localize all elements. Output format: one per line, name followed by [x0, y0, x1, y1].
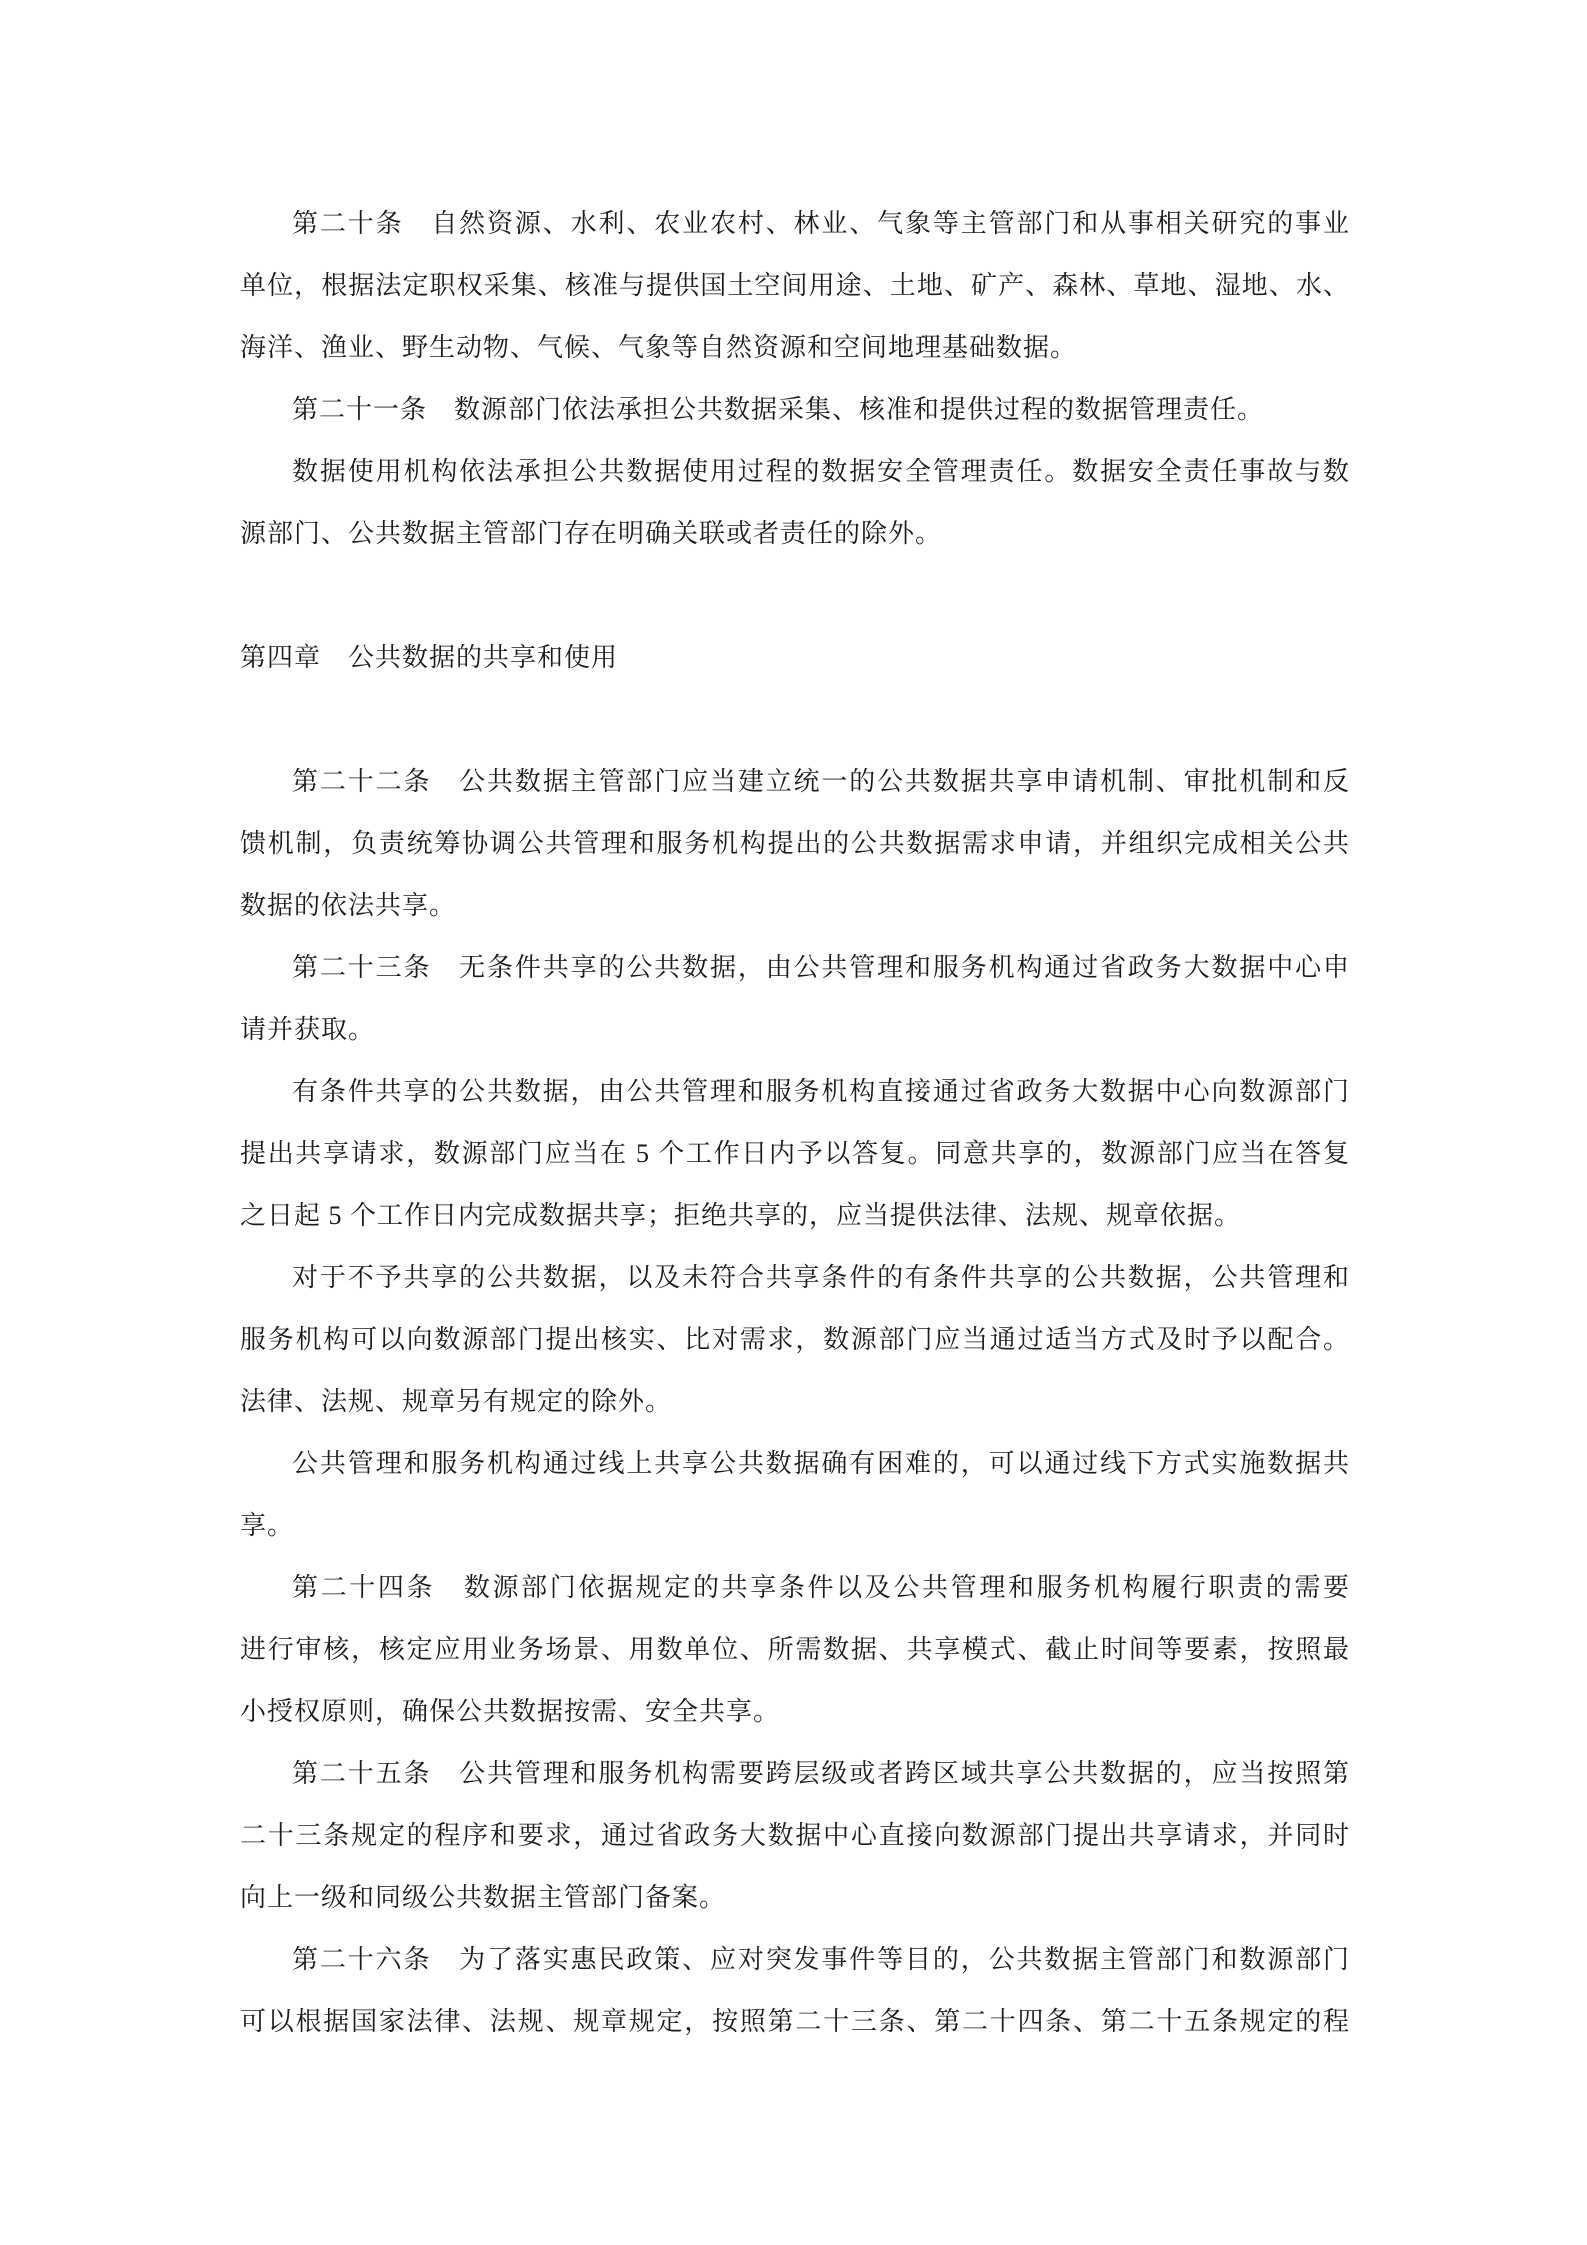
text-line: 之日起 5 个工作日内完成数据共享；拒绝共享的，应当提供法律、法规、规章依据。	[240, 1201, 1242, 1230]
para-article-20	[240, 193, 1350, 379]
document-text-block	[240, 193, 1350, 2053]
text-line: 海洋、渔业、野生动物、气候、气象等自然资源和空间地理基础数据。	[240, 333, 1078, 362]
text-line: 请并获取。	[240, 1015, 376, 1044]
text-line: 法律、法规、规章另有规定的除外。	[240, 1387, 673, 1416]
para-article-23-clause-2	[240, 1061, 1350, 1247]
text-line: 数据使用机构依法承担公共数据使用过程的数据安全管理责任。数据安全责任事故与数	[292, 457, 1350, 486]
text-line: 公共管理和服务机构通过线上共享公共数据确有困难的，可以通过线下方式实施数据共	[292, 1449, 1350, 1478]
text-line: 馈机制，负责统筹协调公共管理和服务机构提出的公共数据需求申请，并组织完成相关公共	[240, 829, 1350, 858]
text-line: 可以根据国家法律、法规、规章规定，按照第二十三条、第二十四条、第二十五条规定的程	[240, 2007, 1350, 2036]
text-line: 小授权原则，确保公共数据按需、安全共享。	[240, 1697, 781, 1726]
text-line: 服务机构可以向数源部门提出核实、比对需求，数源部门应当通过适当方式及时予以配合。	[240, 1325, 1350, 1354]
text-line: 第二十二条 公共数据主管部门应当建立统一的公共数据共享申请机制、审批机制和反	[292, 767, 1350, 796]
text-line: 提出共享请求，数源部门应当在 5 个工作日内予以答复。同意共享的，数源部门应当在答复	[240, 1139, 1350, 1168]
para-article-23-clause-3	[240, 1247, 1350, 1433]
para-article-22	[240, 751, 1350, 937]
para-article-24	[240, 1557, 1350, 1743]
chapter-heading-text: 第四章 公共数据的共享和使用	[240, 643, 619, 672]
para-article-23	[240, 937, 1350, 1061]
text-line: 源部门、公共数据主管部门存在明确关联或者责任的除外。	[240, 519, 943, 548]
text-line: 第二十条 自然资源、水利、农业农村、林业、气象等主管部门和从事相关研究的事业	[292, 209, 1350, 238]
para-article-23-clause-4	[240, 1433, 1350, 1557]
text-line: 第二十五条 公共管理和服务机构需要跨层级或者跨区域共享公共数据的，应当按照第	[292, 1759, 1350, 1788]
text-line: 有条件共享的公共数据，由公共管理和服务机构直接通过省政务大数据中心向数源部门	[292, 1077, 1350, 1106]
text-line: 进行审核，核定应用业务场景、用数单位、所需数据、共享模式、截止时间等要素，按照最	[240, 1635, 1350, 1664]
text-line: 对于不予共享的公共数据，以及未符合共享条件的有条件共享的公共数据，公共管理和	[292, 1263, 1350, 1292]
text-line: 向上一级和同级公共数据主管部门备案。	[240, 1883, 727, 1912]
para-article-26	[240, 1929, 1350, 2053]
text-line: 第二十三条 无条件共享的公共数据，由公共管理和服务机构通过省政务大数据中心申	[292, 953, 1350, 982]
text-line: 数据的依法共享。	[240, 891, 457, 920]
text-line: 二十三条规定的程序和要求，通过省政务大数据中心直接向数源部门提出共享请求，并同时	[240, 1821, 1350, 1850]
chapter-heading	[240, 627, 1350, 689]
para-article-21-clause-2	[240, 441, 1350, 565]
text-line: 单位，根据法定职权采集、核准与提供国土空间用途、土地、矿产、森林、草地、湿地、水、	[240, 271, 1350, 300]
para-article-25	[240, 1743, 1350, 1929]
para-article-21	[240, 379, 1350, 441]
text-line: 享。	[240, 1511, 295, 1540]
text-line: 第二十一条 数源部门依法承担公共数据采集、核准和提供过程的数据管理责任。	[292, 395, 1265, 424]
text-line: 第二十四条 数源部门依据规定的共享条件以及公共管理和服务机构履行职责的需要	[292, 1573, 1350, 1602]
text-line: 第二十六条 为了落实惠民政策、应对突发事件等目的，公共数据主管部门和数源部门	[292, 1945, 1350, 1974]
